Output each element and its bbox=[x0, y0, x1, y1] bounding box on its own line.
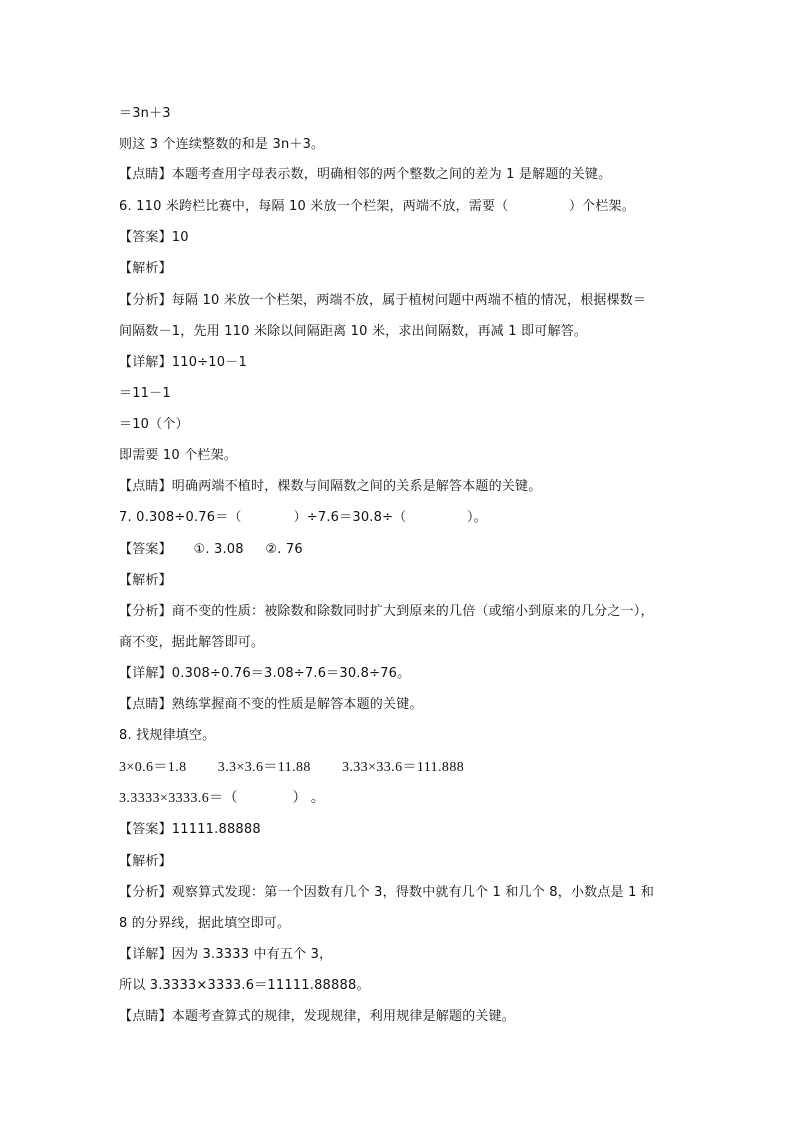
text-line: 则这 3 个连续整数的和是 3n＋3。 bbox=[119, 137, 325, 152]
text-line: 【详解】110÷10－1 bbox=[119, 355, 247, 370]
text-line: 【分析】观察算式发现：第一个因数有几个 3，得数中就有几个 1 和几个 8，小数点是 1 和 bbox=[119, 885, 655, 900]
answer-label: 【答案】 ①. 3.08 ②. 76 bbox=[119, 542, 303, 557]
answer-label: 【答案】10 bbox=[119, 230, 189, 245]
question-6: 6. 110 米跨栏比赛中，每隔 10 米放一个栏架，两端不放，需要（ ）个栏架。 bbox=[119, 199, 635, 214]
text-line: 所以 3.3333×3333.6＝11111.88888。 bbox=[119, 978, 370, 993]
text-line: ＝10（个） bbox=[119, 417, 189, 432]
text-line: 8 的分界线，据此填空即可。 bbox=[119, 916, 291, 931]
text-line: 【点睛】本题考查算式的规律，发现规律，利用规律是解题的关键。 bbox=[119, 1009, 516, 1024]
text-line: 【分析】每隔 10 米放一个栏架，两端不放，属于植树问题中两端不植的情况，根据棵数＝ bbox=[119, 293, 647, 308]
text-line: ＝11－1 bbox=[119, 386, 171, 401]
text-line: 【点睛】熟练掌握商不变的性质是解答本题的关键。 bbox=[119, 697, 423, 712]
pattern-equations: 3×0.6＝1.8 3.3×3.6＝11.88 3.33×33.6＝111.888 bbox=[119, 760, 465, 775]
text-line: 间隔数－1，先用 110 米除以间隔距离 10 米，求出间隔数，再减 1 即可解答。 bbox=[119, 324, 588, 339]
text-line: 【详解】0.308÷0.76＝3.08÷7.6＝30.8÷76。 bbox=[119, 666, 411, 681]
text-line: 【分析】商不变的性质：被除数和除数同时扩大到原来的几倍（或缩小到原来的几分之一）， bbox=[119, 604, 654, 619]
analysis-label: 【解析】 bbox=[119, 573, 172, 588]
pattern-question: 3.3333×3333.6＝（ ） 。 bbox=[119, 791, 326, 806]
analysis-label: 【解析】 bbox=[119, 854, 172, 869]
answer-label: 【答案】11111.88888 bbox=[119, 822, 261, 837]
text-line: 【点睛】明确两端不植时，棵数与间隔数之间的关系是解答本题的关键。 bbox=[119, 479, 542, 494]
question-7: 7. 0.308÷0.76＝（ ）÷7.6＝30.8÷（ ）。 bbox=[119, 510, 487, 525]
text-line: ＝3n＋3 bbox=[119, 106, 171, 121]
question-8: 8. 找规律填空。 bbox=[119, 728, 216, 743]
text-line: 商不变，据此解答即可。 bbox=[119, 635, 265, 650]
text-line: 【详解】因为 3.3333 中有五个 3， bbox=[119, 947, 333, 962]
text-line: 即需要 10 个栏架。 bbox=[119, 448, 238, 463]
analysis-label: 【解析】 bbox=[119, 261, 172, 276]
text-line: 【点睛】本题考查用字母表示数，明确相邻的两个整数之间的差为 1 是解题的关键。 bbox=[119, 167, 612, 182]
